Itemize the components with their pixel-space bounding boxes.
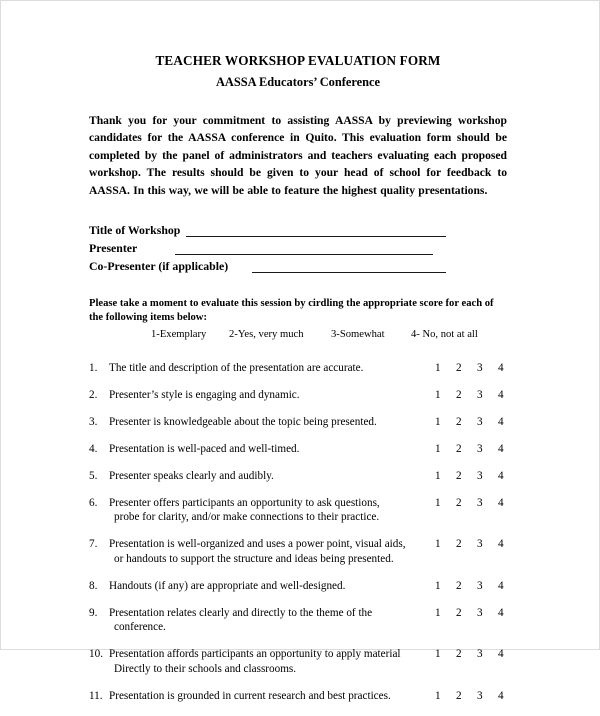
item-statement	[109, 496, 433, 526]
rating-option-3[interactable]: 3	[477, 496, 483, 509]
rating-option-3[interactable]: 3	[477, 442, 483, 455]
rating-option-4[interactable]: 4	[498, 442, 504, 455]
item-number: 6.	[89, 496, 98, 509]
rating-option-2[interactable]: 2	[456, 361, 462, 374]
scale-option-4: 4- No, not at all	[411, 328, 478, 340]
rating-option-2[interactable]: 2	[456, 689, 462, 702]
item-statement	[109, 415, 433, 430]
evaluation-item-list	[89, 345, 507, 704]
rating-option-1[interactable]: 1	[435, 606, 441, 619]
scale-option-1: 1-Exemplary	[151, 328, 207, 340]
item-statement-line2: conference.	[114, 621, 166, 634]
rating-options	[435, 606, 519, 636]
evaluation-item-row	[89, 415, 507, 430]
rating-option-4[interactable]: 4	[498, 361, 504, 374]
rating-option-3[interactable]: 3	[477, 606, 483, 619]
item-statement-line1: Presentation is grounded in current research and best practices.	[109, 689, 391, 702]
item-statement	[109, 361, 433, 376]
field-row-co-presenter	[89, 255, 507, 273]
rating-options	[435, 537, 519, 567]
field-input-presenter[interactable]	[175, 243, 433, 255]
rating-option-4[interactable]: 4	[498, 648, 504, 661]
item-statement-line2: Directly to their schools and classrooms.	[114, 663, 297, 676]
item-statement	[109, 537, 433, 567]
field-input-co-presenter[interactable]	[252, 261, 446, 273]
item-statement	[109, 689, 433, 704]
scale-option-3: 3-Somewhat	[331, 328, 385, 340]
field-label-title-of-workshop: Title of Workshop	[89, 223, 181, 238]
rating-option-1[interactable]: 1	[435, 469, 441, 482]
rating-option-1[interactable]: 1	[435, 442, 441, 455]
rating-option-4[interactable]: 4	[498, 388, 504, 401]
rating-option-3[interactable]: 3	[477, 361, 483, 374]
evaluation-item-row	[89, 579, 507, 594]
form-content	[89, 1, 507, 716]
rating-option-2[interactable]: 2	[456, 538, 462, 551]
rating-option-1[interactable]: 1	[435, 538, 441, 551]
rating-options	[435, 361, 519, 376]
rating-option-3[interactable]: 3	[477, 388, 483, 401]
form-fields	[89, 199, 507, 273]
rating-option-2[interactable]: 2	[456, 415, 462, 428]
rating-options	[435, 469, 519, 484]
item-statement-line1: Handouts (if any) are appropriate and well-designed.	[109, 579, 346, 592]
item-statement-line1: The title and description of the presentation are accurate.	[109, 361, 364, 374]
evaluation-item-row	[89, 647, 507, 677]
rating-options	[435, 647, 519, 677]
item-number: 10.	[89, 648, 103, 661]
field-row-title-of-workshop	[89, 219, 507, 237]
item-statement	[109, 469, 433, 484]
rating-options	[435, 689, 519, 704]
rating-option-3[interactable]: 3	[477, 579, 483, 592]
rating-option-4[interactable]: 4	[498, 689, 504, 702]
item-statement	[109, 606, 433, 636]
evaluation-item-row	[89, 469, 507, 484]
item-statement-line2: or handouts to support the structure and ideas being presented.	[114, 552, 394, 565]
field-input-title-of-workshop[interactable]	[186, 225, 446, 237]
item-statement-line1: Presentation affords participants an opportunity to apply material	[109, 648, 401, 661]
evaluation-item-row	[89, 496, 507, 526]
item-number: 9.	[89, 606, 98, 619]
page-subtitle: AASSA Educators’ Conference	[215, 74, 381, 89]
item-statement-line1: Presenter speaks clearly and audibly.	[109, 469, 274, 482]
rating-option-1[interactable]: 1	[435, 388, 441, 401]
rating-scale-legend	[89, 326, 507, 345]
item-statement	[109, 579, 433, 594]
rating-option-4[interactable]: 4	[498, 538, 504, 551]
rating-option-2[interactable]: 2	[456, 648, 462, 661]
item-statement-line1: Presenter offers participants an opportunity to ask questions,	[109, 496, 380, 509]
rating-option-2[interactable]: 2	[456, 469, 462, 482]
rating-option-4[interactable]: 4	[498, 496, 504, 509]
page-title: TEACHER WORKSHOP EVALUATION FORM	[155, 53, 441, 68]
item-number: 2.	[89, 388, 98, 401]
item-number: 5.	[89, 469, 98, 482]
rating-option-1[interactable]: 1	[435, 689, 441, 702]
rating-options	[435, 415, 519, 430]
rating-option-3[interactable]: 3	[477, 689, 483, 702]
rating-option-1[interactable]: 1	[435, 415, 441, 428]
item-statement-line1: Presentation is well-paced and well-timed.	[109, 442, 300, 455]
evaluation-item-row	[89, 361, 507, 376]
rating-options	[435, 496, 519, 526]
rating-option-2[interactable]: 2	[456, 606, 462, 619]
item-statement-line1: Presenter’s style is engaging and dynamic.	[109, 388, 300, 401]
rating-option-4[interactable]: 4	[498, 415, 504, 428]
item-statement-line1: Presenter is knowledgeable about the topic being presented.	[109, 415, 377, 428]
item-statement	[109, 388, 433, 403]
instruction-text: Please take a moment to evaluate this session by cirdling the appropriate score for each of the following items below:	[89, 297, 494, 324]
item-statement-line1: Presentation is well-organized and uses a power point, visual aids,	[109, 538, 406, 551]
field-label-co-presenter: Co-Presenter (if applicable)	[89, 259, 229, 274]
item-number: 3.	[89, 415, 98, 428]
rating-option-2[interactable]: 2	[456, 442, 462, 455]
rating-options	[435, 579, 519, 594]
field-row-presenter	[89, 237, 507, 255]
intro-paragraph: Thank you for your commitment to assisting AASSA by previewing workshop candidates for the AASSA conference in Quito. This evaluation form should be completed by the panel of administrators and teachers evaluating each proposed workshop. The results should be given to your head of school for feedback to AASSA. In this way, we will be able to feature the highest quality presentations.	[89, 114, 507, 197]
rating-options	[435, 388, 519, 403]
rating-option-2[interactable]: 2	[456, 388, 462, 401]
evaluation-item-row	[89, 442, 507, 457]
rating-option-4[interactable]: 4	[498, 606, 504, 619]
item-statement	[109, 647, 433, 677]
item-number: 11.	[89, 689, 103, 702]
field-label-presenter: Presenter	[89, 241, 138, 256]
rating-option-3[interactable]: 3	[477, 415, 483, 428]
item-number: 4.	[89, 442, 98, 455]
item-number: 8.	[89, 579, 98, 592]
item-number: 1.	[89, 361, 98, 374]
rating-options	[435, 442, 519, 457]
evaluation-item-row	[89, 388, 507, 403]
rating-option-1[interactable]: 1	[435, 496, 441, 509]
item-statement-line1: Presentation relates clearly and directly to the theme of the	[109, 606, 373, 619]
rating-option-3[interactable]: 3	[477, 648, 483, 661]
scale-option-2: 2-Yes, very much	[229, 328, 304, 340]
item-number: 7.	[89, 538, 98, 551]
rating-option-1[interactable]: 1	[435, 361, 441, 374]
evaluation-item-row	[89, 537, 507, 567]
item-statement-line2: probe for clarity, and/or make connections to their practice.	[114, 511, 380, 524]
rating-option-3[interactable]: 3	[477, 538, 483, 551]
rating-option-4[interactable]: 4	[498, 469, 504, 482]
rating-option-3[interactable]: 3	[477, 469, 483, 482]
rating-option-2[interactable]: 2	[456, 579, 462, 592]
evaluation-item-row	[89, 689, 507, 704]
rating-option-4[interactable]: 4	[498, 579, 504, 592]
rating-option-1[interactable]: 1	[435, 648, 441, 661]
rating-option-1[interactable]: 1	[435, 579, 441, 592]
item-statement	[109, 442, 433, 457]
rating-option-2[interactable]: 2	[456, 496, 462, 509]
evaluation-item-row	[89, 606, 507, 636]
